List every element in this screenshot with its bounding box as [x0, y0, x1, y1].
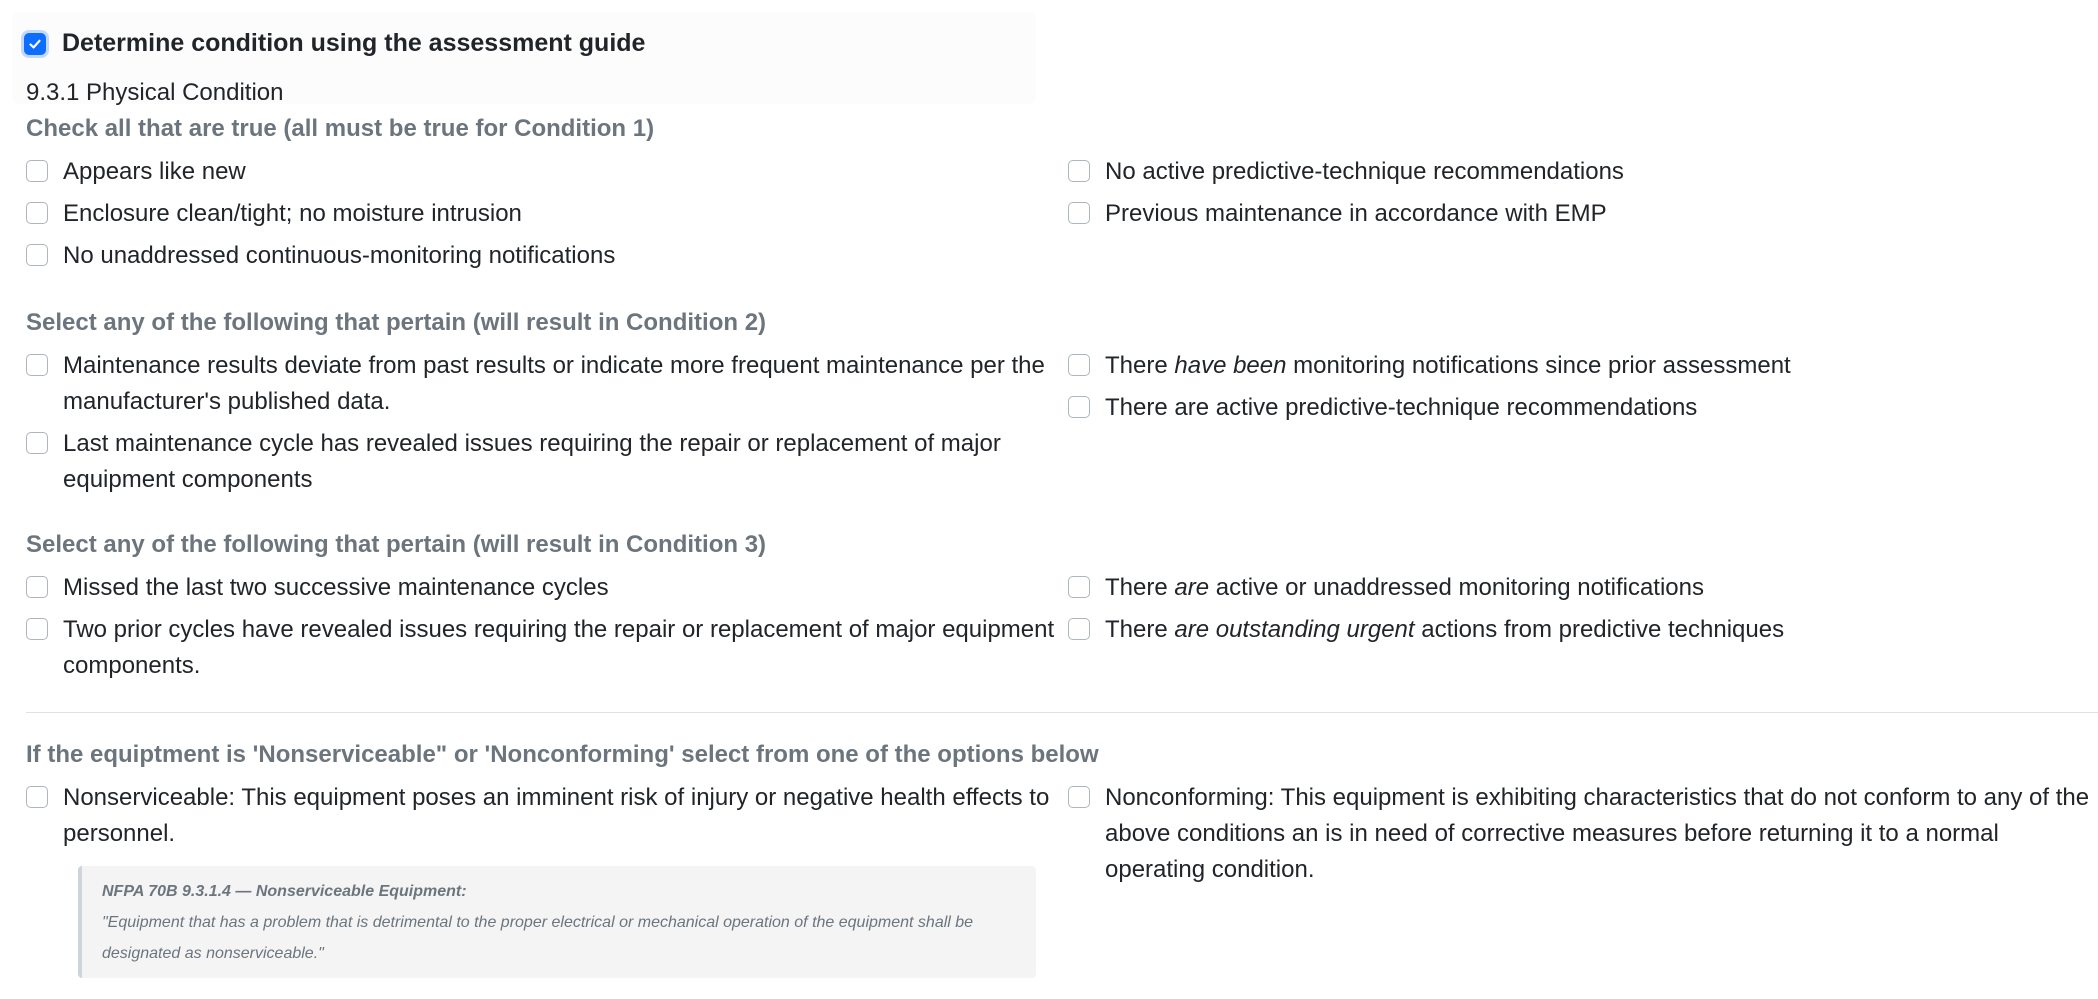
option-label: There are active or unaddressed monitoring notifications [1105, 574, 1705, 601]
option-label: There are outstanding urgent actions from predictive techniques [1105, 616, 1785, 643]
checkbox[interactable] [1068, 354, 1090, 376]
checkbox[interactable] [26, 244, 48, 266]
nfpa-quote-block [78, 866, 1036, 978]
option-label: Missed the last two successive maintenance cycles [63, 574, 609, 601]
option-label: Maintenance results deviate from past results or indicate more frequent maintenance per the manufacturer's published data. [63, 352, 1045, 415]
divider [26, 712, 2098, 713]
option-label: There are active predictive-technique recommendations [1105, 394, 1698, 421]
checkbox[interactable] [26, 354, 48, 376]
checkbox[interactable] [1068, 618, 1090, 640]
nonservice-heading: If the equiptment is 'Nonserviceable" or 'Nonconforming' select from one of the options below [26, 741, 1099, 768]
quote-title: NFPA 70B 9.3.1.4 — Nonserviceable Equipment: [102, 883, 467, 900]
option-label: Previous maintenance in accordance with EMP [1105, 200, 1607, 227]
checkbox[interactable] [1068, 160, 1090, 182]
checkbox[interactable] [1068, 202, 1090, 224]
check-icon [28, 37, 42, 51]
condition1-heading: Check all that are true (all must be true for Condition 1) [26, 115, 655, 142]
quote-body: "Equipment that has a problem that is detrimental to the proper electrical or mechanical operation of the equipment shall be designated as nonserviceable." [102, 914, 974, 962]
option-label: Two prior cycles have revealed issues requiring the repair or replacement of major equipment components. [63, 616, 1055, 679]
condition3-heading: Select any of the following that pertain (will result in Condition 3) [26, 531, 767, 558]
option-label: There have been monitoring notifications since prior assessment [1105, 352, 1791, 379]
checkbox[interactable] [26, 618, 48, 640]
option-label: Last maintenance cycle has revealed issues requiring the repair or replacement of major equipment components [63, 430, 1001, 493]
checkbox[interactable] [26, 432, 48, 454]
option-label: Nonserviceable: This equipment poses an imminent risk of injury or negative health effects to personnel. [63, 784, 1050, 847]
checkbox[interactable] [1068, 576, 1090, 598]
section-title: 9.3.1 Physical Condition [26, 79, 284, 106]
option-label: Nonconforming: This equipment is exhibiting characteristics that do not conform to any of the above conditions an is in need of corrective measures before returning it to a normal operating condition. [1105, 784, 2090, 883]
checkbox[interactable] [26, 576, 48, 598]
assessment-guide-label[interactable]: Determine condition using the assessment guide [62, 29, 646, 57]
assessment-guide-checkbox[interactable] [24, 33, 46, 55]
option-label: No unaddressed continuous-monitoring notifications [63, 242, 616, 269]
option-label: Enclosure clean/tight; no moisture intrusion [63, 200, 522, 227]
option-label: Appears like new [63, 158, 246, 185]
checkbox[interactable] [26, 202, 48, 224]
checkbox[interactable] [26, 160, 48, 182]
checkbox[interactable] [1068, 786, 1090, 808]
checkbox[interactable] [1068, 396, 1090, 418]
condition2-heading: Select any of the following that pertain (will result in Condition 2) [26, 309, 767, 336]
checkbox[interactable] [26, 786, 48, 808]
option-label: No active predictive-technique recommendations [1105, 158, 1624, 185]
